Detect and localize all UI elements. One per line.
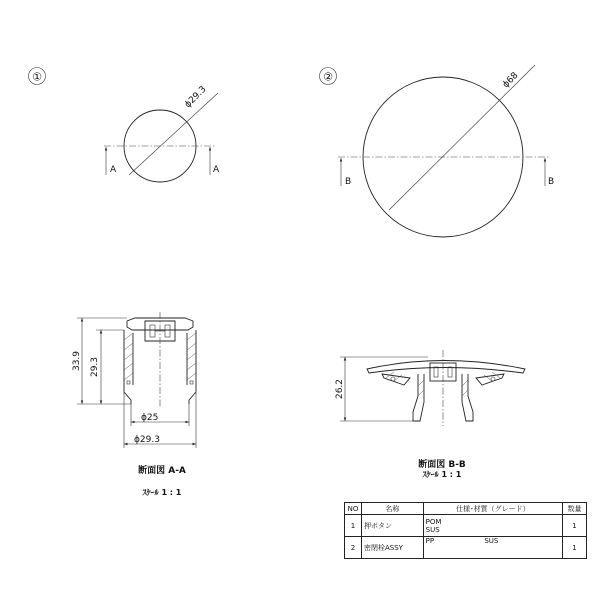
section-a-scale: ｽｹｰﾙ 1 : 1: [142, 488, 182, 497]
view-1-top: [29, 68, 221, 183]
row-qty: 1: [563, 537, 587, 559]
row-spec-secondary: SUS: [425, 525, 440, 534]
section-b-slot-left: [434, 367, 438, 377]
table-row: [345, 515, 587, 537]
section-b-marker-right: [491, 377, 495, 381]
header-spec: 仕様･材質（グレード）: [423, 503, 562, 515]
row-name: 密閉栓ASSY: [361, 537, 423, 559]
row-no: 2: [345, 537, 362, 559]
section-b-wall-left: [413, 374, 424, 421]
row-spec: [423, 515, 562, 537]
section-a-overall-height: 33.9: [72, 350, 82, 372]
row-spec: [423, 537, 562, 559]
header-name: 名称: [361, 503, 423, 515]
view-2-diameter-leader: [389, 65, 535, 210]
section-a-a-drawing: [72, 312, 196, 497]
view-2-top: [320, 65, 555, 237]
section-b-scale: ｽｹｰﾙ 1 : 1: [422, 470, 462, 479]
view-1-number: ①: [32, 70, 42, 84]
section-b-cap: [367, 361, 525, 374]
section-b-title: 断面図 B-B: [418, 460, 466, 470]
view-2-number: ②: [323, 70, 333, 84]
section-a-button-slot-left: [150, 325, 155, 337]
section-letter-a-left: A: [110, 165, 117, 175]
view-1-diameter-leader: [129, 93, 218, 175]
section-b-wall-right: [462, 374, 473, 421]
row-spec-secondary: SUS: [484, 537, 499, 545]
parts-table: [344, 502, 587, 559]
section-a-outer-diameter: ϕ29.3: [134, 435, 160, 445]
section-b-marker-left: [391, 377, 395, 381]
view-1-diameter-label: ϕ29.3: [183, 84, 209, 111]
section-letter-a-right: A: [213, 165, 220, 175]
row-no: 1: [345, 515, 362, 537]
section-a-button-slot-right: [165, 325, 170, 337]
parts-table-header: [345, 503, 587, 515]
row-spec-primary: PP: [425, 537, 435, 545]
section-b-b-drawing: [335, 350, 525, 479]
header-no: NO: [345, 503, 362, 515]
table-row: [345, 537, 587, 559]
row-qty: 1: [563, 515, 587, 537]
view-2-diameter-label: ϕ68: [501, 70, 521, 91]
section-letter-b-left: B: [345, 177, 352, 187]
section-letter-b-right: B: [548, 177, 555, 187]
row-spec-primary: POM: [425, 517, 442, 526]
section-a-marker-right: [190, 381, 193, 384]
section-a-body-height: 29.3: [90, 356, 100, 378]
section-b-slot-right: [448, 367, 452, 377]
section-a-inner-diameter: ϕ25: [141, 413, 159, 423]
header-qty: 数量: [563, 503, 587, 515]
section-a-marker-left: [127, 381, 130, 384]
row-name: 押ボタン: [361, 515, 423, 537]
section-a-title: 断面図 A-A: [138, 466, 186, 476]
section-b-height: 26.2: [335, 378, 345, 400]
section-a-wall-right-outer: [189, 330, 196, 404]
